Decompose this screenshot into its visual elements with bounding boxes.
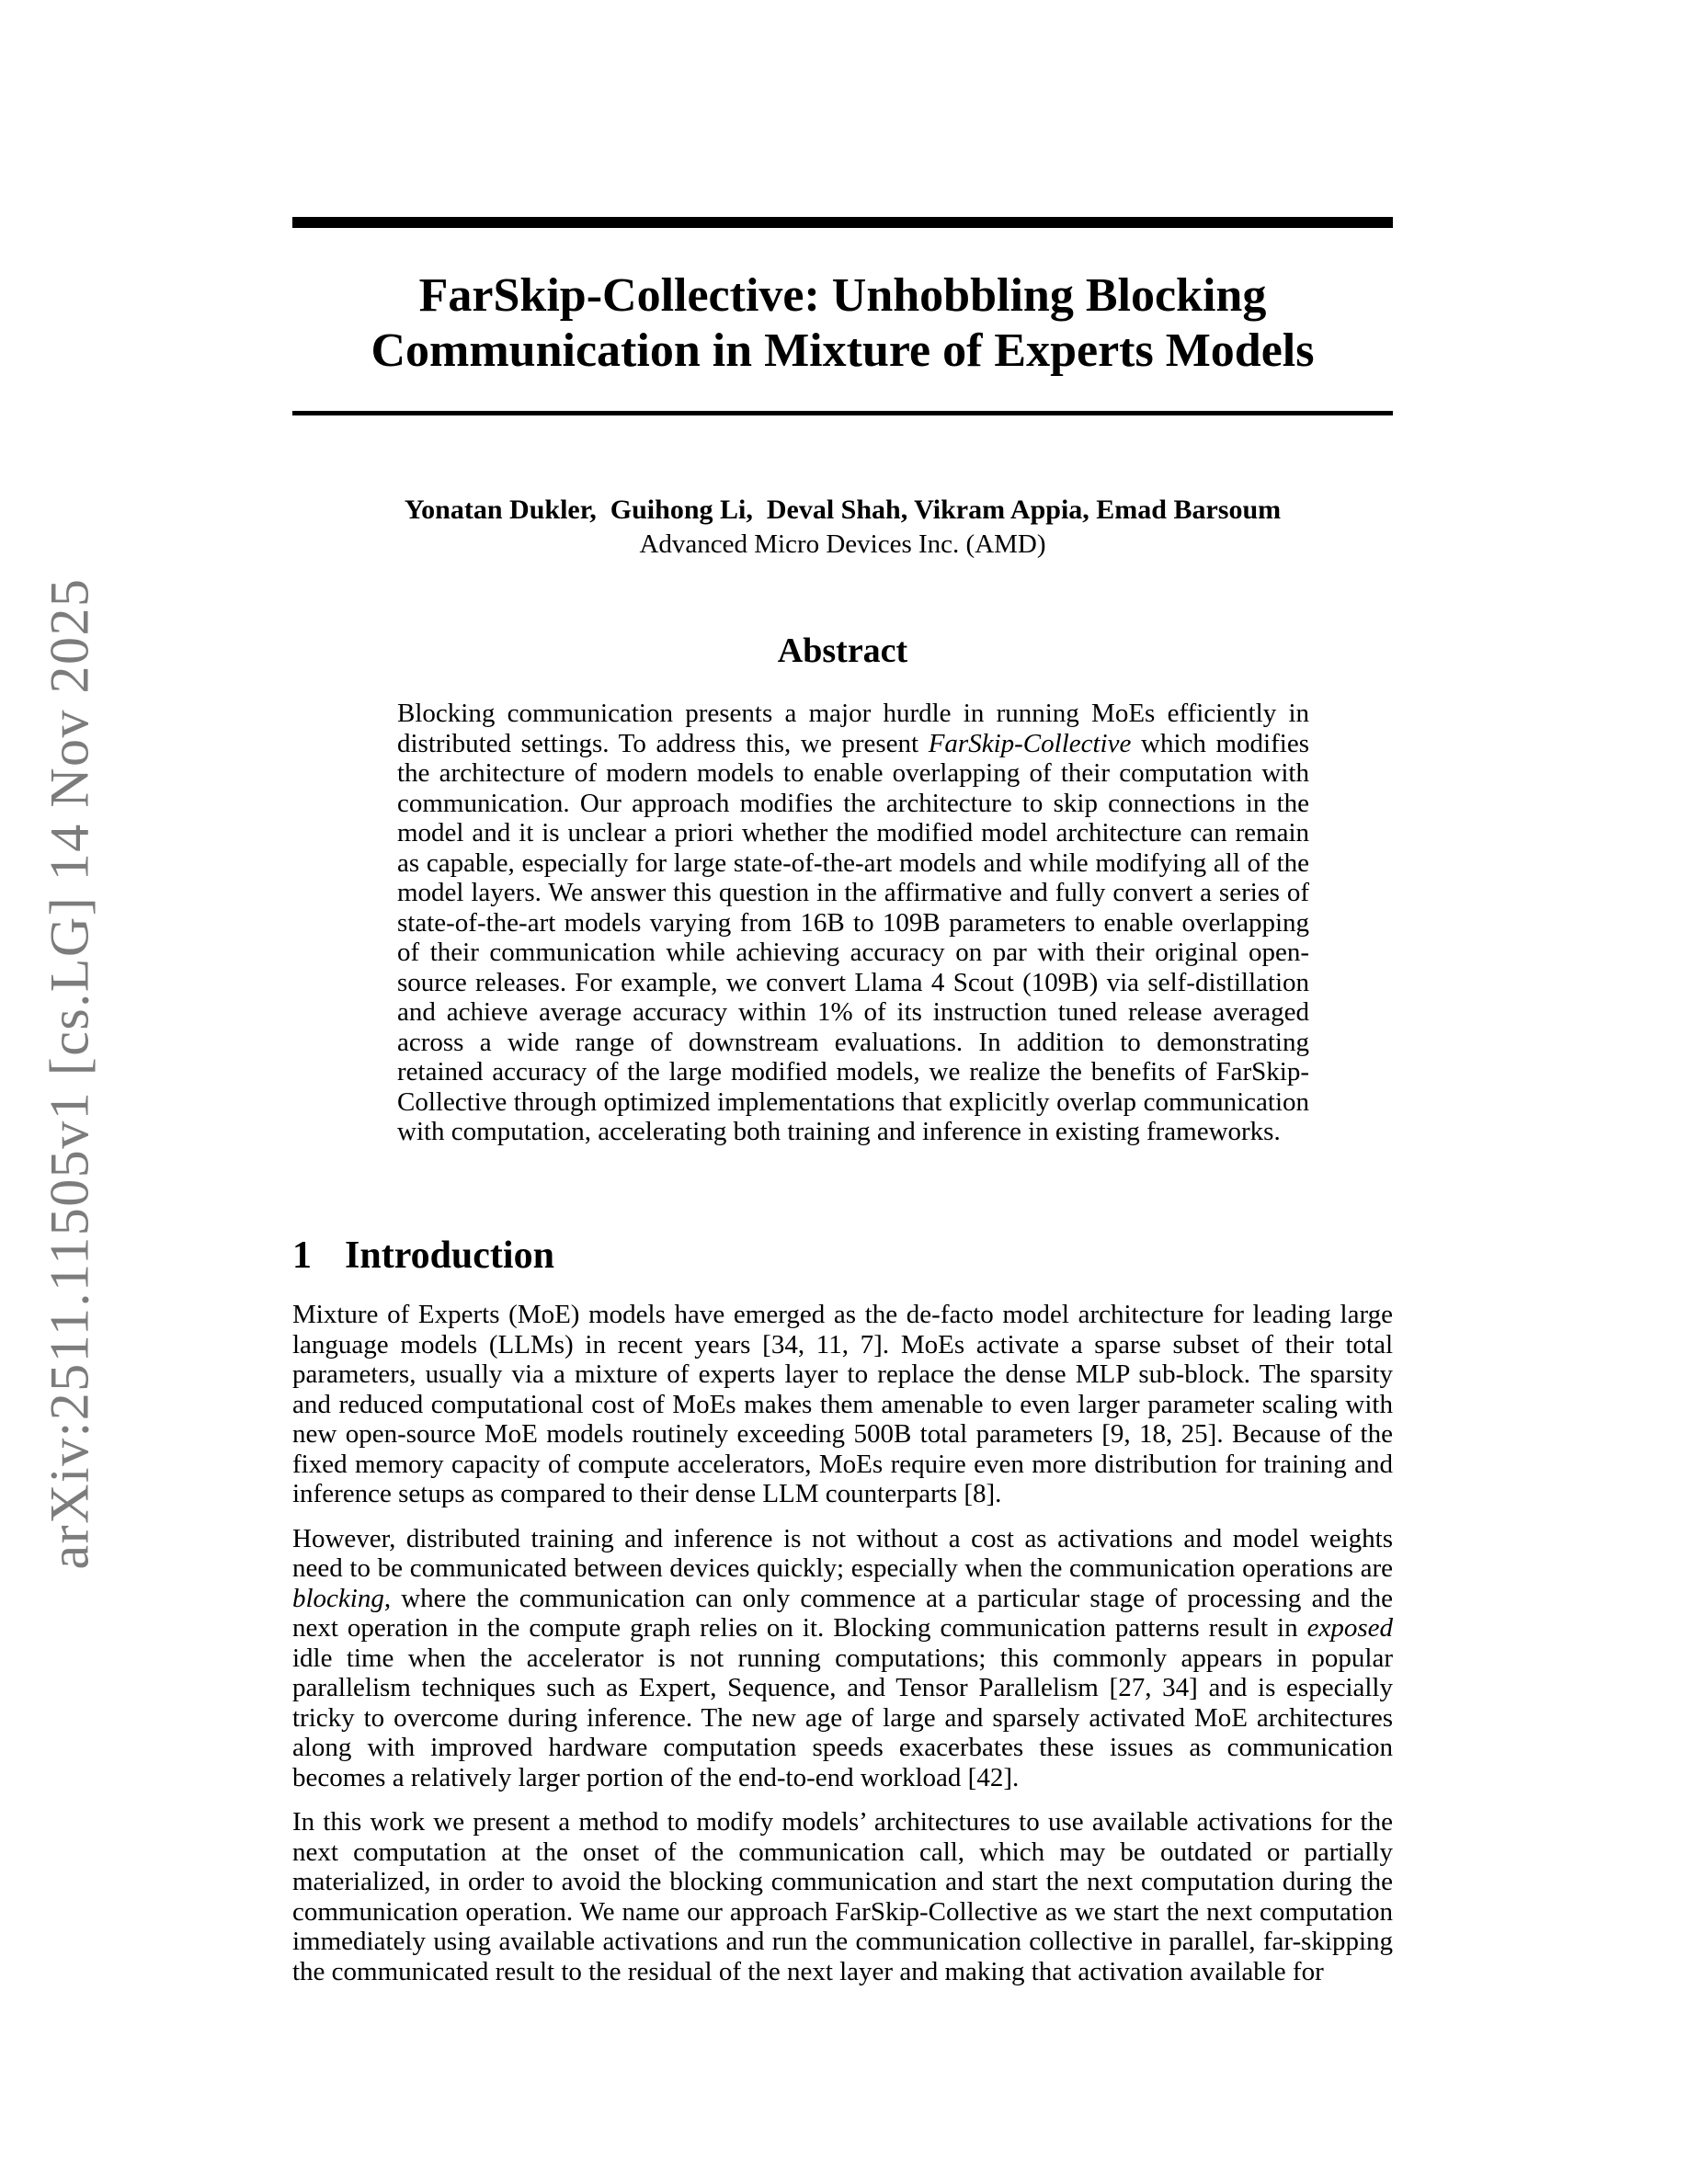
paper-title	[292, 268, 1393, 379]
paper-title-line2: Communication in Mixture of Experts Models	[371, 324, 1315, 377]
introduction-body	[292, 1300, 1393, 2001]
intro-paragraph-3: In this work we present a method to modify models’ architectures to use available activations for the next computation at the onset of the communication call, which may be outdated or partially materialized, in order to avoid the blocking communication and start the next computation during the communication operation. We name our approach FarSkip-Collective as we start the next computation immediately using available activations and run the communication collective in parallel, far-skipping the communicated result to the residual of the next layer and making that activation available for	[292, 1807, 1393, 1986]
section-number: 1	[292, 1234, 312, 1277]
section-title: Introduction	[345, 1234, 554, 1277]
title-rule-bottom	[292, 411, 1393, 415]
paper-title-line1: FarSkip-Collective: Unhobbling Blocking	[418, 269, 1267, 322]
title-rule-top	[292, 217, 1393, 228]
abstract-body: Blocking communication presents a major hurdle in running MoEs efficiently in distributed settings. To address this, we present FarSkip-Collective which modifies the architecture of modern models to enable overlapping of their computation with communication. Our approach modifies the architecture to skip connections in the model and it is unclear a priori whether the modified model architecture can remain as capable, especially for large state-of-the-art models and while modifying all of the model layers. We answer this question in the affirmative and fully convert a series of state-of-the-art models varying from 16B to 109B parameters to enable overlapping of their communication while achieving accuracy on par with their original open-source releases. For example, we convert Llama 4 Scout (109B) via self-distillation and achieve average accuracy within 1% of its instruction tuned release averaged across a wide range of downstream evaluations. In addition to demonstrating retained accuracy of the large modified models, we realize the benefits of FarSkip-Collective through optimized implementations that explicitly overlap communication with computation, accelerating both training and inference in existing frameworks.	[397, 699, 1309, 1146]
arxiv-watermark: arXiv:2511.11505v1 [cs.LG] 14 Nov 2025	[39, 577, 100, 1570]
author-list: Yonatan Dukler, Guihong Li, Deval Shah, Vikram Appia, Emad Barsoum	[404, 495, 1282, 525]
affiliation: Advanced Micro Devices Inc. (AMD)	[639, 529, 1046, 559]
intro-paragraph-2: However, distributed training and inference is not without a cost as activations and model weights need to be communicated between devices quickly; especially when the communication operations are blocking, where the communication can only commence at a particular stage of processing and the next operation in the compute graph relies on it. Blocking communication patterns result in exposed idle time when the accelerator is not running computations; this commonly appears in popular parallelism techniques such as Expert, Sequence, and Tensor Parallelism [27, 34] and is especially tricky to overcome during inference. The new age of large and sparsely activated MoE architectures along with improved hardware computation speeds exacerbates these issues as communication becomes a relatively larger portion of the end-to-end workload [42].	[292, 1523, 1393, 1792]
section-heading-introduction	[292, 1234, 1393, 1278]
intro-paragraph-1: Mixture of Experts (MoE) models have emerged as the de-facto model architecture for leading large language models (LLMs) in recent years [34, 11, 7]. MoEs activate a sparse subset of their total parameters, usually via a mixture of experts layer to replace the dense MLP sub-block. The sparsity and reduced computational cost of MoEs makes them amenable to even larger parameter scaling with new open-source MoE models routinely exceeding 500B total parameters [9, 18, 25]. Because of the fixed memory capacity of compute accelerators, MoEs require even more distribution for training and inference setups as compared to their dense LLM counterparts [8].	[292, 1300, 1393, 1508]
abstract-heading: Abstract	[777, 631, 908, 670]
